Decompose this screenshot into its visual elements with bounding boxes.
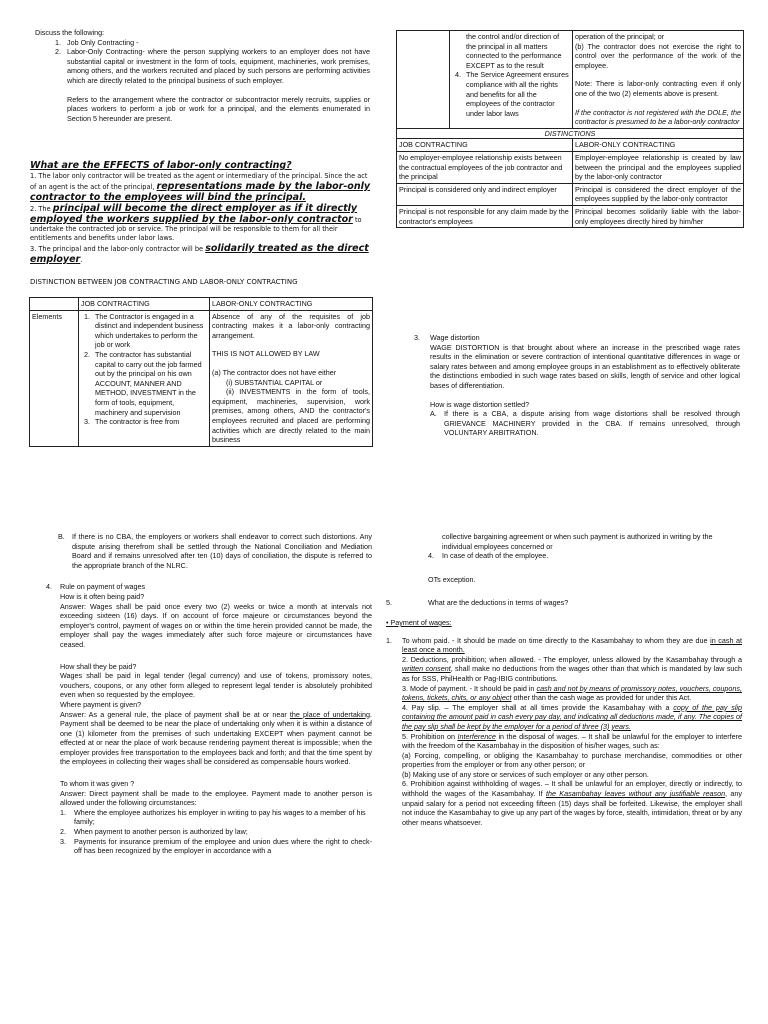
distinctions-heading: DISTINCTIONS [397,128,744,139]
wage-distortion-answer-a: If there is a CBA, a dispute arising from wage distortions shall be resolved through GRIEVANCE MACHINERY provided in the CBA. If remains unresolved, through VOLUNTARY ARBITRATION. [444,409,740,438]
jc-element-1: The Contractor is engaged in a distinct and independent business which undertakes to perform the job or work [95,311,204,350]
wage-distortion-question: How is wage distortion settled? [430,399,530,409]
effect-2: 2. The principal will become the direct employer as if it directly employed the workers supplied by the labor-only contractor to undertake the contracted job or service. The principal will be responsible to them for all their entitlements and benefits under labor laws. [30,203,362,242]
jc-element-3-cont: the control and/or direction of the principal in all matters connected to the performance EXCEPT as to the result [466,32,562,70]
distinction-row-3-labor: Principal becomes solidarily liable with the labor-only employees directly hired by him/her [573,205,744,227]
jc-element-4: The Service Agreement ensures compliance with all the rights and benefits for all the employees of the contractor under labor laws [466,70,569,118]
table1-row-label: Elements [30,310,79,446]
bottom-right-section: collective bargaining agreement or when such payment is authorized in writing by the individual employees concerned or 4. In case of death of the employee. OTs exception. 5. What are the deductions in terms of wages? • Payment of wages: 1. To whom paid. - It should be made on time directly to the Kasambahay to whom they are due in cash at least once a month. 2. Deductions, prohibition; when allowed. - The employer, unless allowed by the Kasambahay through a written consent, shall make no deductions from the wages other than that which is mandated by law such as for SSS, PhilHealth or Pag-IBIG contributions. 3. Mode of payment. - It should be paid in cash and not by means of promissory notes, vouchers, coupons, tokens, tickets, chits, or any object other than the cash wage as provided for under this Act. 4. Pay slip. – The employer shall at all times provide the Kasambahay with a copy of the pay slip containing the amount paid in cash every pay day, and indicating all deductions made, if any. The copies of the pay slip shall be kept by the employer for a period of three (3) years. 5. Prohibition on Interference in the disposal of wages. – It shall be unlawful for the employer to interfere with the freedom of the Kasambahay in the disposition of his/her wages, such as: (a) Forcing, compelling, or obliging the Kasambahay to purchase merchandise, commodities or other properties from the employer or from any other person; or (b) Making use of any store or services of such employer or any other person. 6. Prohibition against withholding of wages. – It shall be unlawful for an employer, directly or indirectly, to withhold the wages of the Kasambahay. If the Kasambahay leaves without any justifiable reason, any unpaid salary for a period not exceeding fifteen (15) days shall be forfeited. Likewise, the employer shall not induce the Kasambahay to give up any part of the wages by force, stealth, intimidation, threat or by any other means whatsoever. [386,532,743,827]
list-num: 2. [55,47,61,57]
distinctions-table: the control and/or direction of the principal in all matters connected to the performance EXCEPT as to the result 4. The Service Agreement ensures compliance with all the rights and benefits for all the employees of the contractor under labor laws operation of the principal; or (b) The contractor does not exercise the right to control over the performance of the work of the employee. Note: There is labor-only contracting even if only one of the two (2) elements above is present. If the contractor is not registered with the DOLE, the contractor is presumed to be a labor-only contractor DISTINCTIONS JOB CONTRACTING LABOR-ONLY CONTRACTING No employer-employee relationship exists between the contractual employees of the job contractor and the principal Employer-employee relationship is created by law between the principal and the employees supplied by the labor-only contractor Principal is considered only and indirect employer Principal is considered the direct employer of the employees supplied by the labor-only contractor Principal is not responsible for any claim made by the contractor's employees Principal becomes solidarily liable with the labor-only employees directly hired by him/her [396,30,744,228]
payment-item-4: 4. Pay slip. – The employer shall at all times provide the Kasambahay with a copy of the pay slip containing the amount paid in cash every pay day, and indicating all deductions made, if any. The copies of the pay slip shall be kept by the employer for a period of three (3) years. [402,702,743,731]
effects-section [30,160,375,265]
payment-rule-title: Rule on payment of wages [60,582,146,592]
refers-paragraph: Refers to the arrangement where the contractor or subcontractor merely recruits, supplies or places workers to perform a job or work for a principal, and the elements enumerated in Section 5 hereunder are present. [67,94,370,123]
loc-note: Note: There is labor-only contracting even if only one of the two (2) elements above is present. [575,79,741,98]
loc-dole: If the contractor is not registered with the DOLE, the contractor is presumed to be a labor-only contractor [575,107,741,127]
bottom-left-section: B. If there is no CBA, the employers or workers shall endeavor to correct such distortions. Any dispute arising therefrom shall be settled through the National Conciliation and Mediation Board and if remains unresolved after ten (10) days of conciliation, the dispute is referred to the appropriate branch of the NLRC. 4. Rule on payment of wages How is it often being paid? Answer: Wages shall be paid once every two (2) weeks or twice a month at intervals not exceeding sixteen (16) days. If on account of force majeure or circumstances beyond the employer's control, payment of wages on or within the time herein provided cannot be made, the employer shall pay the wages immediately after such force majeure or circumstances have ceased. How shall they be paid? Wages shall be paid in legal tender (legal currency) and use of tokens, promissory notes, vouchers, coupons, or any other form alleged to represent legal tender is absolutely prohibited even when so requested by the employee. Where payment is given? Answer: As a general rule, the place of payment shall be at or near the place of undertaking. Payment shall be deemed to be near the place of undertaking only when it is within a distance of one (1) kilometer from the premises of such undertaking EXCEPT when payment cannot be effected at or near the place of work because rendering payment thereat is impossible; when the employer provides free transportation to the employees back and forth; and that the time spent by the employees in collecting their wages shall be considered as compensable hours worked. To whom it was given ? Answer: Direct payment shall be made to the employee. Payment made to another person is allowed under the following circumstances: 1. Where the employee authorizes his employer in writing to pay his wages to a member of his family; 2. When payment to another person is authorized by law; 3. Payments for insurance premium of the employee and union dues where the right to check-off has been recognized by the employer in accordance with a [46,532,373,856]
distinction-row-2-labor: Principal is considered the direct employer of the employees supplied by the labor-only contractor [573,183,744,205]
distinction-row-1-job: No employer-employee relationship exists between the contractual employees of the job contractor and the principal [397,151,573,183]
loc-b: (b) The contractor does not exercise the right to control over the performance of the work of the employee. [575,41,741,70]
payment-bullet: • Payment of wages: [386,617,452,627]
loc-i: (i) SUBSTANTIAL CAPITAL or [226,377,323,387]
wage-distortion-section: 3. Wage distortion WAGE DISTORTION is that brought about where an increase in the prescribed wage rates results in the elimination or severe contraction of intentional quantitative differences in wage or salary rates between and among employee groups in an establishment as to effectively obliterate the distinctions embodied in such wage rates based on skills, length of service and other logical bases of differentiation. How is wage distortion settled? A. If there is a CBA, a dispute arising from wage distortions shall be resolved through GRIEVANCE MACHINERY provided in the CBA. If remains unresolved, through VOLUNTARY ARBITRATION. [414,333,740,438]
distinction-row-2-job: Principal is considered only and indirect employer [397,183,573,205]
question-often: How is it often being paid? [60,591,145,601]
payment-item-5a: (a) Forcing, compelling, or obliging the Kasambahay to purchase merchandise, commodities or other properties from the employer or from any other person; or [402,750,742,770]
table2-header-job: JOB CONTRACTING [397,139,573,152]
question-how: How shall they be paid? [60,661,137,671]
wage-distortion-answer-b: If there is no CBA, the employers or workers shall endeavor to correct such distortions. Any dispute arising therefrom shall be settled through the National Conciliation and Mediation Board and if remains unresolved after ten (10) days of conciliation, the dispute is referred to the appropriate branch of the NLRC. [72,532,372,570]
effects-question: What are the EFFECTS of labor-only contracting? [30,160,292,171]
answer-often: Answer: Wages shall be paid once every two (2) weeks or twice a month at intervals not exceeding sixteen (16) days. If on account of force majeure or circumstances beyond the employer's control, payment of wages on or within the time herein provided cannot be made, the employer shall pay the wages immediately after such force majeure or circumstances have ceased. [60,601,372,649]
answer-where: Answer: As a general rule, the place of payment shall be at or near the place of undertaking. Payment shall be deemed to be near the place of undertaking only when it is within a distance of one (1) kilometer from the premises of such undertaking EXCEPT when payment cannot be effected at or near the place of work because rendering payment thereat is impossible; when the employer provides free transportation to the employees back and forth; and that the time spent by the employees in collecting their wages shall be considered as compensable hours worked. [60,709,373,767]
payment-item-6: 6. Prohibition against withholding of wages. – It shall be unlawful for an employer, directly or indirectly, to withhold the wages of the Kasambahay. If the Kasambahay leaves without any justifiable reason, any unpaid salary for a period not exceeding fifteen (15) days shall be forfeited. Likewise, the employer shall not induce the Kasambahay to give up any part of the wages by force, stealth, intimidation, threat or by any other means whatsoever. [402,779,743,827]
wage-distortion-title: Wage distortion [430,333,480,342]
jc-element-2: The contractor has substantial capital to carry out the job farmed out by the principal on his own ACCOUNT, MANNER AND METHOD, INVESTMENT in the form of tools, equipment, machinery and supervision [95,349,202,417]
distinction-row-1-labor: Employer-employee relationship is created by law between the principal and the employees supplied by the labor-only contractor [573,151,744,183]
question-where: Where payment is given? [60,699,142,709]
whom-item-3: Payments for insurance premium of the employee and union dues where the right to check-off has been recognized by the employer in accordance with a [74,836,372,856]
table2-header-labor: LABOR-ONLY CONTRACTING [573,139,744,152]
table1-header-job: JOB CONTRACTING [79,298,210,311]
payment-item-2: 2. Deductions, prohibition; when allowed. - The employer, unless allowed by the Kasambahay through a written consent, shall make no deductions from the wages other than that which is mandated by law such as for SSS, PhilHealth or Pag-IBIG contributions. [402,654,742,683]
ots-exception: OTs exception. [428,574,476,584]
list-item-job-only: Job Only Contracting - [67,37,139,47]
whom-item-1: Where the employee authorizes his employer in writing to pay his wages to a member of his family; [74,807,366,827]
contracting-elements-table: JOB CONTRACTING LABOR-ONLY CONTRACTING Elements 1. The Contractor is engaged in a distinct and independent business which undertakes to perform the job or work 2. The contractor has substantial capital to carry out the job farmed out by the principal on his own ACCOUNT, MANNER AND METHOD, INVESTMENT in the form of tools, equipment, machinery and supervision 3. The contractor is free from Absence of any of the requisites of job contracting makes it a labor-only contracting arrangement. THIS IS NOT ALLOWED BY LAW (a) The contractor does not have either (i) SUBSTANTIAL CAPITAL or (ii) INVESTMENTS in the form of tools, equipment, machineries, supervision, work premises, among others, AND the contractor's employees recruited and placed are performing activities which are directly related to the main business [29,297,373,447]
answer-how: Wages shall be paid in legal tender (legal currency) and use of tokens, promissory notes, vouchers, coupons, or any other form alleged to represent legal tender is absolutely prohibited even when so requested by the employee. [60,671,372,700]
table1-header-labor: LABOR-ONLY CONTRACTING [210,298,373,311]
loc-not-allowed: THIS IS NOT ALLOWED BY LAW [212,349,320,359]
loc-a: (a) The contractor does not have either [212,367,337,377]
whom-item-4: In case of death of the employee. [442,551,549,561]
payment-item-3: 3. Mode of payment. - It should be paid in cash and not by means of promissory notes, vouchers, coupons, tokens, tickets, chits, or any object other than the cash wage as provided for under this Act. [402,683,743,703]
effect-3: 3. The principal and the labor-only contractor will be solidarily treated as the direct employer. [30,243,369,265]
whom-item-3-cont: collective bargaining agreement or when such payment is authorized in writing by the individual employees concerned or [442,532,713,551]
payment-item-1: To whom paid. - It should be made on time directly to the Kasambahay to whom they are due in cash at least once a month. [402,635,743,655]
loc-absence: Absence of any of the requisites of job contracting makes it a labor-only contracting arrangement. [212,311,370,340]
effect-1: 1. The labor only contractor will be treated as the agent or intermediary of the principal. Since the act of an agent is the act of the principal, representations made by the labor-only contractor to the employees will bind the principal. [30,172,371,203]
jc-element-3: The contractor is free from [95,417,180,427]
payment-item-5: 5. Prohibition on Interference in the disposal of wages. – It shall be unlawful for the employer to interfere with the freedom of the Kasambahay in the disposition of his/her wages, such as: [402,731,742,751]
question-whom: To whom it was given ? [60,779,135,789]
loc-cont: operation of the principal; or [575,32,665,41]
top-left-section [35,28,370,123]
discuss-heading: Discuss the following: [35,28,105,37]
list-num: 1. [55,37,61,47]
distinction-row-3-job: Principal is not responsible for any claim made by the contractor's employees [397,205,573,227]
deductions-question: What are the deductions in terms of wages? [428,598,569,608]
whom-item-2: When payment to another person is authorized by law; [74,827,248,837]
list-item-labor-only: Labor-Only Contracting- where the person supplying workers to an employer does not have substantial capital or investment in the form of tools, equipment, machineries, work premises, among others, and the workers recruited and placed by such persons are performing activities which are directly related to the principal business of such employer. [67,47,370,85]
distinction-title: DISTINCTION BETWEEN JOB CONTRACTING AND LABOR-ONLY CONTRACTING [30,278,298,286]
loc-ii: (ii) INVESTMENTS in the form of tools, equipment, machineries, supervision, work premises, among others, AND the contractor's employees recruited and placed are performing activities which are directly related to the main business [212,387,370,445]
wage-distortion-definition: WAGE DISTORTION is that brought about where an increase in the prescribed wage rates results in the elimination or severe contraction of intentional quantitative differences in wage or salary rates between and among employee groups in an establishment as to effectively obliterate the distinctions embodied in such wage rates based on skills, length of service and other logical bases of differentiation. [430,342,740,390]
answer-whom: Answer: Direct payment shall be made to the employee. Payment made to another person is allowed under the following circumstances: [60,788,372,808]
payment-item-5b: (b) Making use of any store or services of such employer or any other person. [402,769,649,779]
